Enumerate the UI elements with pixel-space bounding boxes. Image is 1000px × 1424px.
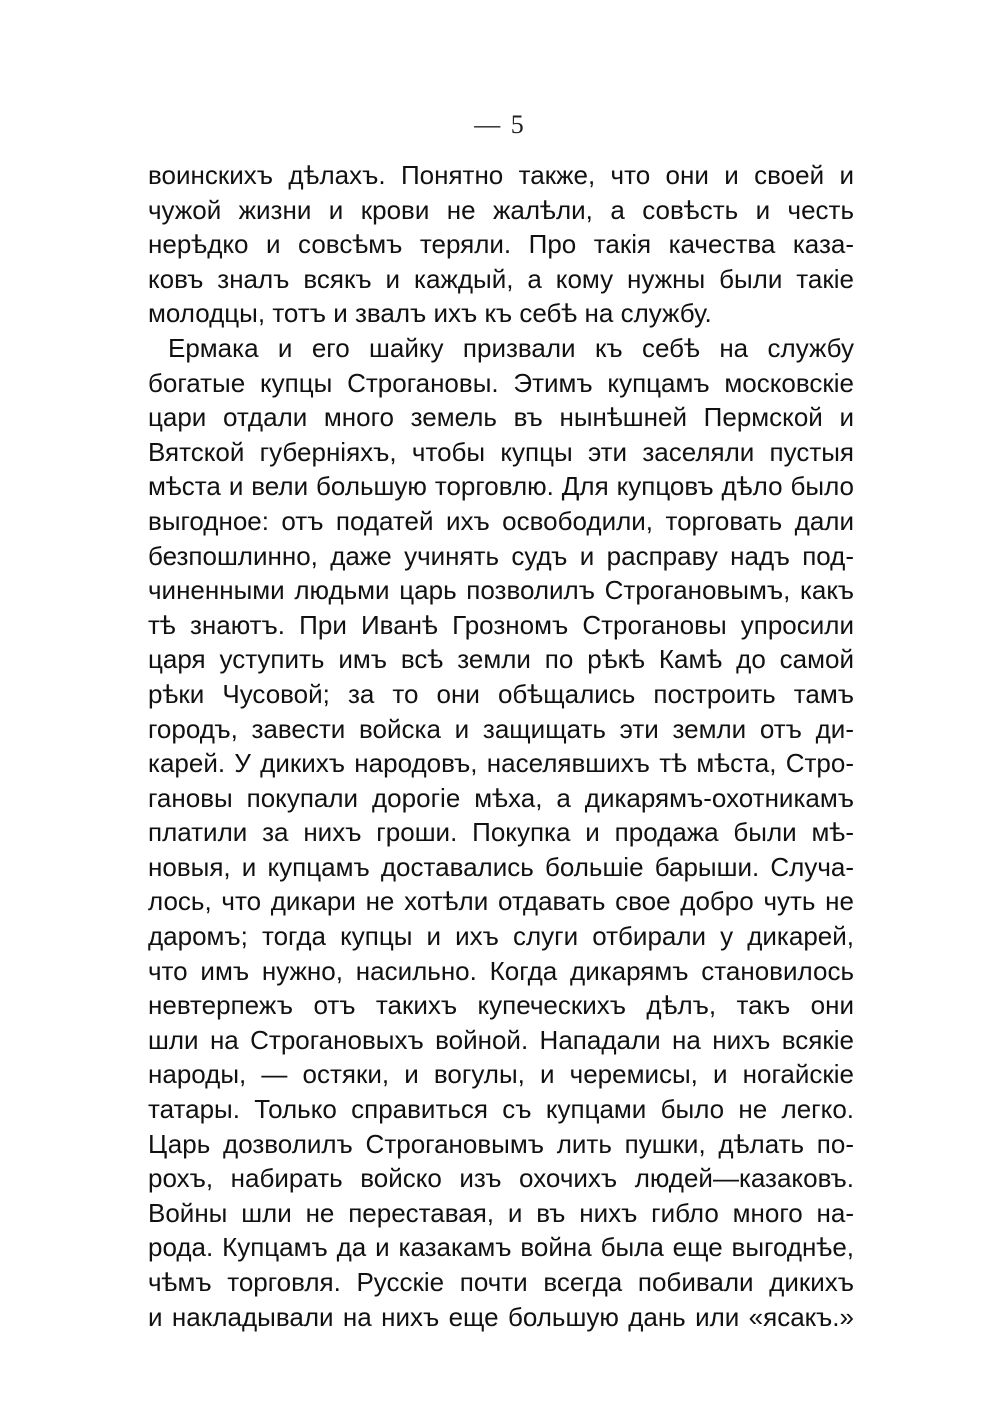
text-line: рохъ, набирать войско изъ охочихъ людей—казаковъ. [148,1163,854,1194]
text-line: ковъ зналъ всякъ и каждый, а кому нужны были такіе [148,263,854,294]
text-line: воинскихъ дѣлахъ. Понятно также, что они и своей и [148,160,854,190]
text-line: что имъ нужно, насильно. Когда дикарямъ становилось [148,955,854,986]
text-line: и накладывали на нихъ еще большую дань или «ясакъ.» [148,1301,854,1332]
text-line: чѣмъ торговля. Русскіе почти всегда побивали дикихъ [148,1267,854,1297]
paragraph-1 [148,158,854,331]
text-line: платили за нихъ гроши. Покупка и продажа были мѣ- [148,817,854,848]
text-line: нерѣдко и совсѣмъ теряли. Про такія качества каза- [148,229,854,260]
text-line: чиненными людьми царь позволилъ Строгановымъ, какъ [148,575,854,606]
page-number: — 5 [474,110,526,139]
text-line: рода. Купцамъ да и казакамъ война была еще выгоднѣе, [148,1232,854,1263]
text-line: чужой жизни и крови не жалѣли, а совѣсть и честь [148,194,854,225]
body-text [148,158,854,1334]
text-line: татары. Только справиться съ купцами было не легко. [148,1094,854,1125]
text-line: тѣ знаютъ. При Иванѣ Грозномъ Строгановы упросили [148,609,854,640]
text-line: невтерпежъ отъ такихъ купеческихъ дѣлъ, такъ они [148,990,854,1021]
text-line: шли на Строгановыхъ войной. Нападали на нихъ всякіе [148,1024,854,1055]
text-line: Вятской губерніяхъ, чтобы купцы эти заселяли пустыя [148,436,854,467]
text-line: царя уступить имъ всѣ земли по рѣкѣ Камѣ до самой [148,644,854,675]
text-line: карей. У дикихъ народовъ, населявшихъ тѣ мѣста, Стро- [148,748,854,779]
text-line: рѣки Чусовой; за то они обѣщались построить тамъ [148,678,854,709]
paragraph-2 [148,331,854,1334]
text-line: городъ, завести войска и защищать эти земли отъ ди- [148,713,854,744]
text-line: безпошлинно, даже учинять судъ и расправу надъ под- [148,540,854,571]
text-line: Войны шли не переставая, и въ нихъ гибло много на- [148,1197,854,1228]
text-line: новыя, и купцамъ доставались большіе барыши. Случа- [148,851,854,882]
text-line: народы, — остяки, и вогулы, и черемисы, и ногайскіе [148,1059,854,1090]
text-line: Царь дозволилъ Строгановымъ лить пушки, дѣлать по- [148,1128,854,1159]
text-line: богатые купцы Строгановы. Этимъ купцамъ московскіе [148,367,854,398]
text-line: выгодное: отъ податей ихъ освободили, торговать дали [148,505,854,536]
text-line: даромъ; тогда купцы и ихъ слуги отбирали у дикарей, [148,921,854,952]
text-line: молодцы, тотъ и звалъ ихъ къ себѣ на службу. [148,298,712,329]
text-line: мѣста и вели большую торговлю. Для купцовъ дѣло было [148,471,854,502]
text-line: Ермака и его шайку призвали къ себѣ на службу [168,332,854,363]
text-line: гановы покупали дорогіе мѣха, а дикарямъ-охотникамъ [148,782,854,813]
text-line: цари отдали много земель въ нынѣшней Пермской и [148,402,854,433]
text-line: лось, что дикари не хотѣли отдавать свое добро чуть не [148,886,854,917]
